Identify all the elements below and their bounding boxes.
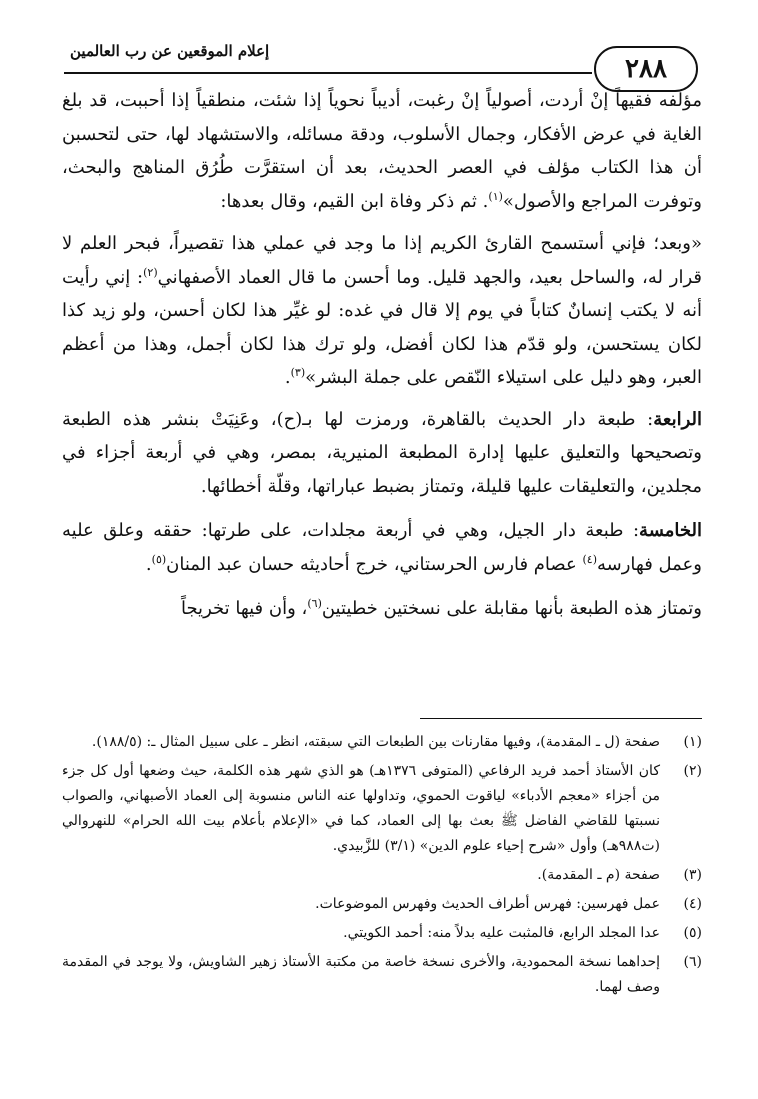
paragraph — [62, 84, 702, 218]
paragraph-text: ، وأن فيها تخريجاً — [180, 598, 308, 619]
paragraph — [62, 227, 702, 395]
paragraph-text: . ثم ذكر وفاة ابن القيم، وقال بعدها: — [220, 190, 489, 212]
paragraph-lead: الخامسة — [639, 520, 702, 541]
paragraph-text: وتمتاز هذه الطبعة بأنها مقابلة على نسختين خطيتين — [321, 598, 702, 619]
paragraph-text: . — [284, 367, 291, 388]
footnote-text: صفحة (ل ـ المقدمة)، وفيها مقارنات بين الطبعات التي سبقته، انظر ـ على سبيل المثال ـ: (١٨٨/٥). — [91, 734, 660, 750]
footnote — [62, 950, 702, 1000]
paragraph-text: . — [145, 553, 152, 575]
footnote-text: عدا المجلد الرابع، فالمثبت عليه بدلاً منه: أحمد الكويتي. — [343, 925, 660, 941]
paragraph-text: عصام فارس الحرستاني، خرج أحاديثه حسان عبد المنان — [166, 553, 583, 575]
footnote — [62, 730, 702, 755]
footnote-number: (١) — [683, 734, 702, 750]
footnote-number: (٣) — [683, 867, 702, 883]
running-header — [64, 20, 704, 82]
paragraph — [62, 514, 702, 581]
paragraph-text: : طبعة دار الجيل، وهي في أربعة مجلدات، على طرتها: حققه وعلق عليه وعمل فهارسه — [62, 520, 702, 575]
paragraph-text: مؤلفه فقيهاً إنْ أردت، أصولياً إنْ رغبت، أديباً نحوياً إذا شئت، منطقياً إذا أحببت، قد بلغ الغاية في عرض الأفكار، وجمال الأسلوب، ودقة مسائله، والاستشهاد لها، حتى لتحسبن أن هذا الكتاب مؤلف في العصر الحديث، بعد أن استقرَّت طُرُق المناهج والبحث، وتوفرت المراجع والأصول» — [62, 90, 702, 212]
footnote-text: صفحة (م ـ المقدمة). — [537, 867, 660, 883]
footnote-separator — [420, 718, 702, 719]
footnote-number: (٦) — [683, 954, 702, 970]
paragraph-text: : طبعة دار الحديث بالقاهرة، ورمزت لها بـ(ح)، وعَنِيَتْ بنشر هذه الطبعة وتصحيحها والتعليق عليها إدارة المطبعة المنيرية، بمصر، وهي في أربعة أجزاء في مجلدين، والتعليقات عليها قليلة، وتمتاز بضبط عباراتها، وقلّة أخطائها. — [62, 408, 702, 497]
page-number: ٢٨٨ — [625, 54, 667, 84]
footnote-text: إحداهما نسخة المحمودية، والأخرى نسخة خاصة من مكتبة الأستاذ زهير الشاويش، ولا يوجد في المقدمة وصف لهما. — [62, 954, 660, 995]
paragraph-text: «وبعد؛ فإني أستسمح القارئ الكريم إذا ما وجد في عملي هذا تقصيراً، فبحر العلم لا قرار له، والساحل بعيد، والجهد قليل. وما أحسن ما قال العماد الأصفهاني — [62, 233, 703, 288]
footnote-ref: (٦) — [307, 597, 322, 610]
footnote-ref: (٥) — [151, 552, 167, 566]
header-rule — [64, 72, 592, 74]
footnote-number: (٥) — [683, 925, 702, 941]
footnotes — [62, 730, 702, 1004]
paragraph — [62, 403, 702, 504]
footnote-ref: (١) — [488, 189, 503, 203]
paragraph-text: : إني رأيت أنه لا يكتب إنسانٌ كتاباً في يوم إلا قال في غده: لو غيِّر هذا لكان أحسن، ولو زيد كذا لكان يستحسن، ولو قدّم هذا لكان أفضل، ولو ترك هذا لكان أجمل، وهذا من أعظم العبر، وهو دليل على استيلاء النّقص على جملة البشر» — [62, 266, 702, 388]
footnote — [62, 921, 702, 946]
footnote — [62, 892, 702, 917]
footnote-text: عمل فهرسين: فهرس أطراف الحديث وفهرس الموضوعات. — [315, 896, 660, 912]
paragraph — [62, 592, 702, 626]
footnote — [62, 863, 702, 888]
footnote-text: كان الأستاذ أحمد فريد الرفاعي (المتوفى ١٣٧٦هـ) هو الذي شهر هذه الكلمة، حيث وضعها أول كل جزء من أجزاء «معجم الأدباء» لياقوت الحموي، وتداولها عنه الناس منسوبة إلى العماد الأصبهاني، والصواب نسبتها للقاضي الفاضل ﷺ بعث بها إلى العماد، كما في «الإعلام بأعلام بيت الله الحرام» للنهروالي (ت٩٨٨هـ) وأول «شرح إحياء علوم الدين» (٣/١) للزَّبيدي. — [62, 763, 660, 854]
paragraph-lead: الرابعة — [653, 408, 702, 430]
footnote-ref: (٣) — [290, 366, 306, 379]
footnote-ref: (٤) — [582, 552, 597, 566]
footnote-number: (٤) — [683, 896, 702, 912]
main-text — [62, 84, 702, 626]
footnote-number: (٢) — [683, 763, 702, 779]
book-title: إعلام الموقعين عن رب العالمين — [70, 42, 270, 60]
footnote — [62, 759, 702, 859]
footnote-ref: (٢) — [143, 265, 158, 279]
